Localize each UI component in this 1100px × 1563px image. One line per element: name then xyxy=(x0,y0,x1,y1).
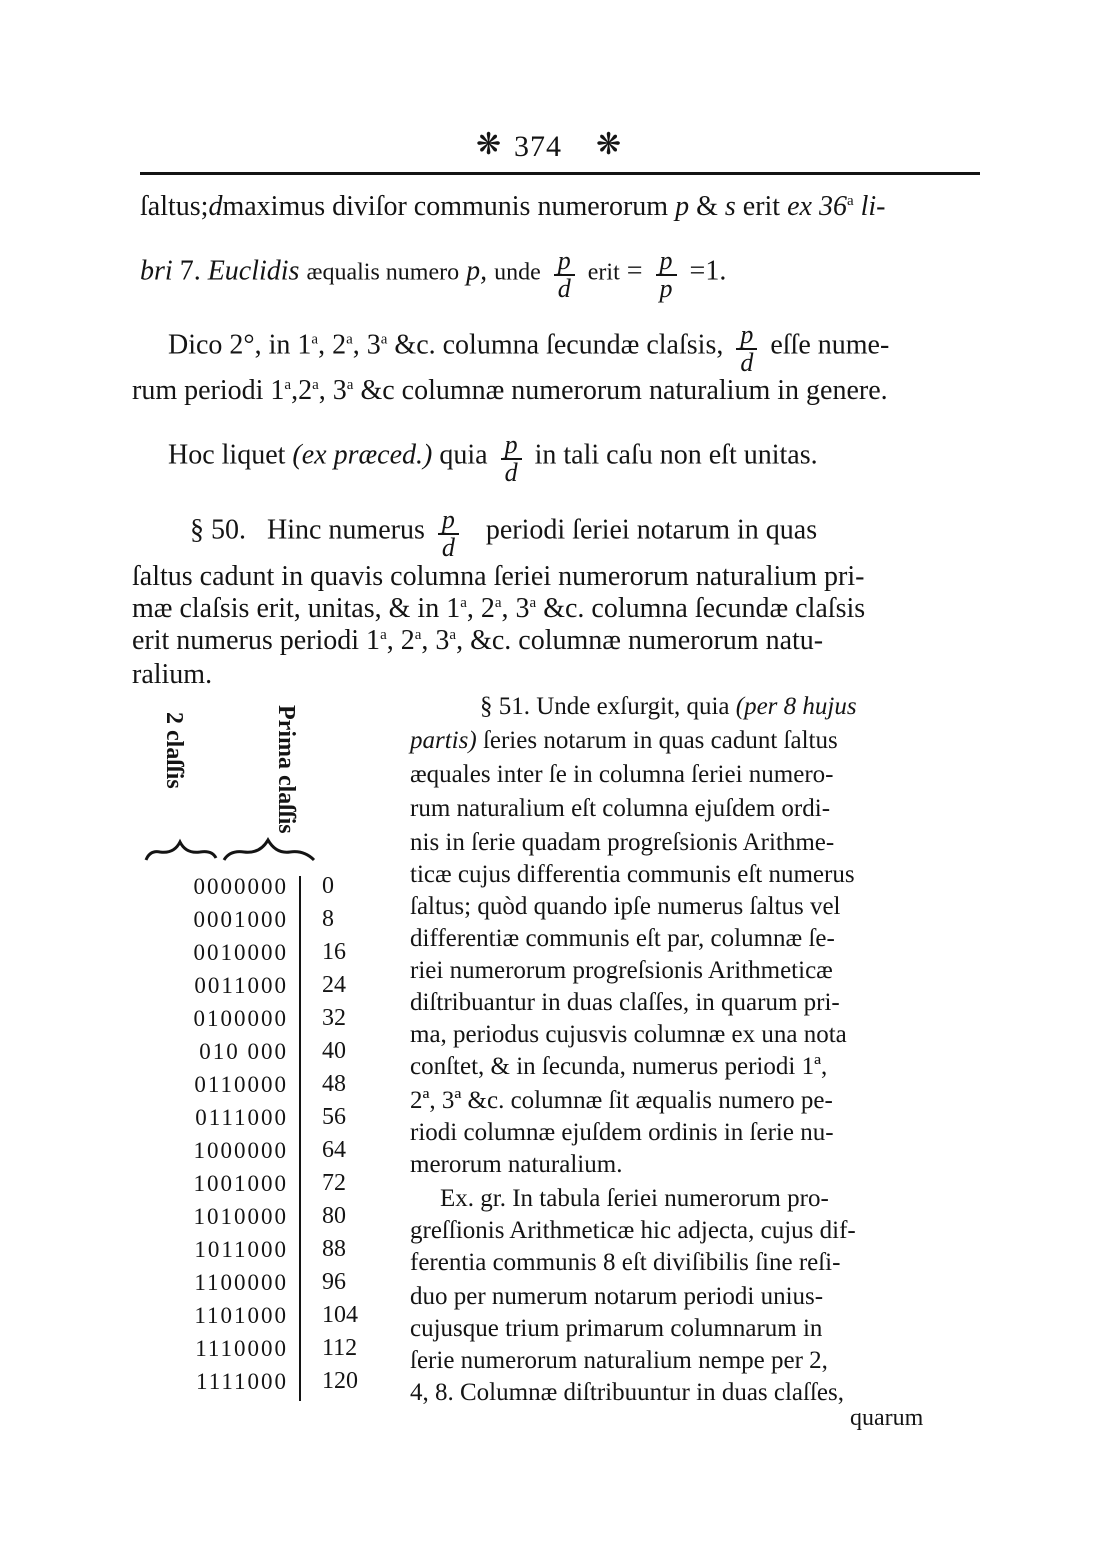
table-row: 1011000 88 xyxy=(194,1236,346,1262)
header-rule xyxy=(140,172,980,175)
table-row: 010 000 40 xyxy=(199,1038,346,1064)
table-row: 1100000 96 xyxy=(194,1269,346,1295)
page-number: 374 xyxy=(514,130,562,163)
table-row: 0001000 8 xyxy=(193,906,334,932)
text-line: differentiæ communis eſt par, columnæ ſe- xyxy=(410,925,835,952)
text-line: merorum naturalium. xyxy=(410,1151,623,1178)
text-line: ſaltus; quòd quando ipſe numerus ſaltus vel xyxy=(410,893,841,920)
text-line: ferentia communis 8 eſt diviſibilis ſine reſi- xyxy=(410,1249,841,1276)
text-line: erit numerus periodi 1$^a$, 2$^a$, 3$^a$, &c. columnæ numerorum natu- xyxy=(132,625,824,656)
text-line: ſaltus;dmaximus diviſor communis numerorum p & s erit ex 36$^a$ li- xyxy=(140,191,886,222)
second-class-label: 2 claſſis xyxy=(161,712,187,789)
table-row: 1001000 72 xyxy=(193,1170,346,1196)
text-line: Ex. gr. In tabula ſeriei numerorum pro- xyxy=(440,1185,829,1212)
text-line: ticæ cujus differentia communis eſt numerus xyxy=(410,861,855,888)
table-row: 1000000 64 xyxy=(193,1137,346,1163)
text-line: duo per numerum notarum periodi unius- xyxy=(410,1283,824,1310)
table-row: 0010000 16 xyxy=(193,939,346,965)
text-line: bri 7. Euclidis æqualis numero p, unde $\frac{p}{d}$ erit = $\frac{p}{p}$ =1. xyxy=(140,246,727,303)
catchword: quarum xyxy=(850,1405,924,1431)
table-row: 0011000 24 xyxy=(194,972,346,998)
text-line: Hoc liquet (ex præced.) quia $\frac{p}{d}$ in tali caſu non eſt unitas. xyxy=(168,430,818,487)
text-line: 4, 8. Columnæ diſtribuuntur in duas claſſes, xyxy=(410,1379,844,1406)
fraction-p-over-d: $\frac{p}{d}$ xyxy=(554,248,575,302)
text-line: 2ª, 3ª &c. columnæ ſit æqualis numero pe- xyxy=(410,1087,833,1114)
table-row: 0110000 48 xyxy=(194,1071,346,1097)
text-line: rum naturalium eſt columna ejuſdem ordi- xyxy=(410,795,831,822)
table-row: 0100000 32 xyxy=(193,1005,346,1031)
table-divider xyxy=(299,876,301,1401)
text-line: riei numerorum progreſsionis Arithmeticæ xyxy=(410,957,833,984)
text-line: ralium. xyxy=(132,659,213,690)
fraction-p-over-d: $\frac{p}{d}$ xyxy=(736,322,757,376)
fraction-p-over-d: $\frac{p}{d}$ xyxy=(438,507,459,561)
table-row: 0000000 0 xyxy=(193,873,334,899)
text-line: diſtribuantur in duas claſſes, in quarum pri- xyxy=(410,989,840,1016)
fraction-p-over-p: $\frac{p}{p}$ xyxy=(656,248,677,302)
table-row: 1010000 80 xyxy=(193,1203,346,1229)
flower-ornament-icon: ❋ xyxy=(596,128,622,161)
fraction-p-over-d: $\frac{p}{d}$ xyxy=(501,432,522,486)
first-class-label: Prima claſſis xyxy=(273,705,299,834)
flower-ornament-icon: ❋ xyxy=(476,128,502,161)
text-line: ſaltus cadunt in quavis columna ſeriei numerorum naturalium pri- xyxy=(132,561,865,592)
table-row: 0111000 56 xyxy=(195,1104,346,1130)
text-line: rum periodi 1$^a$,2$^a$, 3$^a$ &c columnæ numerorum naturalium in genere. xyxy=(132,375,888,406)
page-header xyxy=(140,128,980,168)
table-row: 1110000 112 xyxy=(195,1335,358,1361)
text-line: greſſionis Arithmeticæ hic adjecta, cujus dif- xyxy=(410,1217,856,1244)
brace-icon xyxy=(140,830,320,870)
section-heading-line: § 50. Hinc numerus $\frac{p}{d}$ periodi ſeriei notarum in quas xyxy=(190,505,818,562)
table-row: 1101000 104 xyxy=(194,1302,358,1328)
text-line: conſtet, & in ſecunda, numerus periodi 1ª, xyxy=(410,1053,828,1080)
text-line: mæ claſsis erit, unitas, & in 1$^a$, 2$^a$, 3$^a$ &c. columna ſecundæ claſsis xyxy=(132,593,866,624)
text-line: ſerie numerorum naturalium nempe per 2, xyxy=(410,1347,828,1374)
text-line: nis in ſerie quadam progreſsionis Arithme- xyxy=(410,829,835,856)
text-line: ma, periodus cujusvis columnæ ex una nota xyxy=(410,1021,847,1048)
text-line: § 51. Unde exſurgit, quia (per 8 hujus xyxy=(480,693,857,720)
text-line: æquales inter ſe in columna ſeriei numero- xyxy=(410,761,834,788)
text-line: partis) ſeries notarum in quas cadunt ſaltus xyxy=(410,727,838,754)
binary-table xyxy=(148,870,358,1398)
text-line: riodi columnæ ejuſdem ordinis in ſerie nu- xyxy=(410,1119,834,1146)
text-line: Dico 2°, in 1$^a$, 2$^a$, 3$^a$ &c. columna ſecundæ claſsis, $\frac{p}{d}$ eſſe nume- xyxy=(168,320,890,377)
table-row: 1111000 120 xyxy=(196,1368,358,1394)
text-line: cujusque trium primarum columnarum in xyxy=(410,1315,823,1342)
